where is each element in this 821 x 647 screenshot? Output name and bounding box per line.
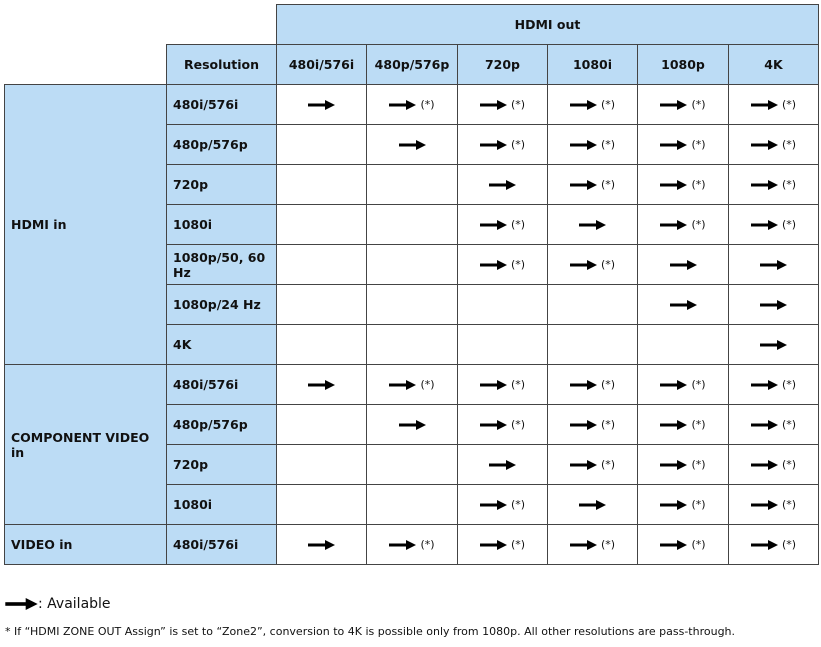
footnote: * If “HDMI ZONE OUT Assign” is set to “Zone2”, conversion to 4K is possible only from 1080p. All other resolutions are pass-through. bbox=[5, 625, 736, 638]
asterisk-note: (*) bbox=[600, 138, 616, 152]
conversion-cell bbox=[548, 525, 638, 565]
conversion-cell bbox=[638, 445, 729, 485]
out-col-header: 480i/576i bbox=[277, 45, 367, 85]
table-row bbox=[5, 365, 819, 405]
asterisk-note: (*) bbox=[420, 378, 435, 392]
conversion-cell bbox=[729, 325, 819, 365]
arrow-icon bbox=[570, 460, 597, 470]
asterisk-note: (*) bbox=[691, 378, 706, 392]
hdmi-out-header: HDMI out bbox=[277, 5, 819, 45]
conversion-cell bbox=[638, 85, 729, 125]
arrow-icon bbox=[579, 500, 606, 510]
arrow-icon bbox=[660, 220, 687, 230]
input-resolution: 480i/576i bbox=[167, 525, 277, 565]
conversion-cell bbox=[367, 205, 458, 245]
asterisk-note: (*) bbox=[691, 538, 706, 552]
conversion-cell bbox=[729, 365, 819, 405]
conversion-cell bbox=[548, 245, 638, 285]
asterisk-note: (*) bbox=[420, 538, 435, 552]
conversion-cell bbox=[458, 525, 548, 565]
asterisk-note: (*) bbox=[510, 138, 526, 152]
conversion-cell bbox=[548, 405, 638, 445]
conversion-cell bbox=[367, 165, 458, 205]
input-group-label: VIDEO in bbox=[5, 525, 167, 565]
conversion-cell bbox=[277, 85, 367, 125]
arrow-icon bbox=[489, 180, 516, 190]
asterisk-note: (*) bbox=[510, 258, 526, 272]
conversion-cell bbox=[458, 125, 548, 165]
arrow-icon bbox=[660, 100, 687, 110]
arrow-icon bbox=[389, 100, 416, 110]
conversion-cell bbox=[729, 485, 819, 525]
conversion-cell bbox=[729, 285, 819, 325]
conversion-cell bbox=[367, 285, 458, 325]
conversion-cell bbox=[458, 245, 548, 285]
conversion-cell bbox=[638, 165, 729, 205]
conversion-cell bbox=[458, 405, 548, 445]
arrow-icon bbox=[389, 380, 416, 390]
conversion-cell bbox=[729, 165, 819, 205]
asterisk-note: (*) bbox=[691, 178, 706, 192]
out-col-header: 720p bbox=[458, 45, 548, 85]
arrow-icon bbox=[570, 100, 597, 110]
conversion-cell bbox=[548, 325, 638, 365]
conversion-cell bbox=[367, 525, 458, 565]
conversion-cell bbox=[638, 525, 729, 565]
arrow-icon bbox=[751, 420, 778, 430]
conversion-table bbox=[4, 4, 819, 565]
table-row bbox=[5, 525, 819, 565]
arrow-icon bbox=[751, 380, 778, 390]
conversion-cell bbox=[638, 125, 729, 165]
conversion-cell bbox=[729, 205, 819, 245]
conversion-cell bbox=[458, 285, 548, 325]
conversion-cell bbox=[548, 365, 638, 405]
arrow-icon bbox=[308, 380, 335, 390]
arrow-icon bbox=[670, 260, 697, 270]
conversion-cell bbox=[277, 405, 367, 445]
asterisk-note: (*) bbox=[691, 498, 706, 512]
arrow-icon bbox=[751, 220, 778, 230]
asterisk-note: (*) bbox=[691, 218, 706, 232]
conversion-cell bbox=[638, 285, 729, 325]
conversion-cell bbox=[729, 125, 819, 165]
input-resolution: 480i/576i bbox=[167, 365, 277, 405]
arrow-icon bbox=[480, 540, 507, 550]
arrow-icon bbox=[751, 460, 778, 470]
arrow-icon bbox=[480, 100, 507, 110]
conversion-cell bbox=[729, 405, 819, 445]
conversion-cell bbox=[638, 485, 729, 525]
arrow-icon bbox=[751, 540, 778, 550]
asterisk-note: (*) bbox=[600, 418, 616, 432]
asterisk-note: (*) bbox=[691, 98, 706, 112]
conversion-cell bbox=[277, 525, 367, 565]
asterisk-note: (*) bbox=[600, 458, 616, 472]
arrow-icon bbox=[480, 420, 507, 430]
arrow-icon bbox=[570, 380, 597, 390]
asterisk-note: (*) bbox=[781, 378, 797, 392]
arrow-icon bbox=[660, 500, 687, 510]
arrow-icon bbox=[308, 100, 335, 110]
arrow-icon bbox=[760, 260, 787, 270]
arrow-icon bbox=[480, 500, 507, 510]
arrow-icon bbox=[751, 500, 778, 510]
conversion-cell bbox=[458, 325, 548, 365]
conversion-cell bbox=[277, 445, 367, 485]
conversion-cell bbox=[277, 325, 367, 365]
conversion-cell bbox=[638, 325, 729, 365]
conversion-cell bbox=[638, 405, 729, 445]
conversion-cell bbox=[277, 285, 367, 325]
arrow-icon bbox=[660, 540, 687, 550]
conversion-cell bbox=[458, 485, 548, 525]
out-col-header: 1080i bbox=[548, 45, 638, 85]
arrow-icon bbox=[480, 140, 507, 150]
arrow-icon bbox=[489, 460, 516, 470]
arrow-icon bbox=[579, 220, 606, 230]
out-col-header: 1080p bbox=[638, 45, 729, 85]
arrow-icon bbox=[660, 460, 687, 470]
input-resolution: 480i/576i bbox=[167, 85, 277, 125]
conversion-cell bbox=[458, 165, 548, 205]
input-resolution: 1080p/50, 60 Hz bbox=[167, 245, 277, 285]
conversion-cell bbox=[458, 365, 548, 405]
conversion-cell bbox=[548, 85, 638, 125]
asterisk-note: (*) bbox=[781, 98, 797, 112]
conversion-cell bbox=[277, 245, 367, 285]
arrow-icon bbox=[399, 140, 426, 150]
conversion-cell bbox=[367, 245, 458, 285]
legend bbox=[5, 596, 111, 612]
arrow-icon bbox=[480, 380, 507, 390]
conversion-cell bbox=[729, 445, 819, 485]
input-group-label: HDMI in bbox=[5, 85, 167, 365]
conversion-cell bbox=[367, 485, 458, 525]
arrow-icon bbox=[660, 380, 687, 390]
arrow-icon bbox=[5, 598, 38, 610]
input-resolution: 720p bbox=[167, 165, 277, 205]
conversion-cell bbox=[638, 365, 729, 405]
arrow-icon bbox=[660, 420, 687, 430]
asterisk-note: (*) bbox=[600, 378, 616, 392]
input-group-label: COMPONENT VIDEO in bbox=[5, 365, 167, 525]
input-resolution: 1080p/24 Hz bbox=[167, 285, 277, 325]
input-resolution: 720p bbox=[167, 445, 277, 485]
input-resolution: 4K bbox=[167, 325, 277, 365]
conversion-cell bbox=[367, 445, 458, 485]
conversion-cell bbox=[367, 365, 458, 405]
asterisk-note: (*) bbox=[510, 498, 526, 512]
conversion-cell bbox=[277, 125, 367, 165]
corner-blank bbox=[5, 45, 167, 85]
conversion-cell bbox=[367, 405, 458, 445]
conversion-cell bbox=[548, 445, 638, 485]
arrow-icon bbox=[570, 420, 597, 430]
asterisk-note: (*) bbox=[420, 98, 435, 112]
asterisk-note: (*) bbox=[691, 418, 706, 432]
asterisk-note: (*) bbox=[781, 218, 797, 232]
arrow-icon bbox=[570, 540, 597, 550]
conversion-cell bbox=[367, 85, 458, 125]
conversion-cell bbox=[729, 245, 819, 285]
arrow-icon bbox=[751, 140, 778, 150]
out-col-header: 4K bbox=[729, 45, 819, 85]
arrow-icon bbox=[760, 300, 787, 310]
conversion-cell bbox=[729, 85, 819, 125]
conversion-cell bbox=[458, 85, 548, 125]
arrow-icon bbox=[480, 260, 507, 270]
asterisk-note: (*) bbox=[781, 178, 797, 192]
conversion-cell bbox=[638, 245, 729, 285]
conversion-cell bbox=[548, 125, 638, 165]
asterisk-note: (*) bbox=[781, 498, 797, 512]
arrow-icon bbox=[751, 180, 778, 190]
arrow-icon bbox=[660, 140, 687, 150]
asterisk-note: (*) bbox=[781, 458, 797, 472]
arrow-icon bbox=[570, 260, 597, 270]
asterisk-note: (*) bbox=[691, 138, 706, 152]
asterisk-note: (*) bbox=[510, 98, 526, 112]
asterisk-note: (*) bbox=[691, 458, 706, 472]
input-resolution: 1080i bbox=[167, 485, 277, 525]
input-resolution: 480p/576p bbox=[167, 125, 277, 165]
asterisk-note: (*) bbox=[510, 378, 526, 392]
conversion-cell bbox=[458, 445, 548, 485]
arrow-icon bbox=[308, 540, 335, 550]
arrow-icon bbox=[751, 100, 778, 110]
arrow-icon bbox=[670, 300, 697, 310]
asterisk-note: (*) bbox=[600, 538, 616, 552]
asterisk-note: (*) bbox=[600, 258, 616, 272]
arrow-icon bbox=[399, 420, 426, 430]
conversion-cell bbox=[458, 205, 548, 245]
asterisk-note: (*) bbox=[510, 418, 526, 432]
arrow-icon bbox=[480, 220, 507, 230]
legend-label: : Available bbox=[38, 596, 111, 612]
input-resolution: 1080i bbox=[167, 205, 277, 245]
arrow-icon bbox=[570, 140, 597, 150]
conversion-cell bbox=[548, 165, 638, 205]
asterisk-note: (*) bbox=[781, 418, 797, 432]
conversion-cell bbox=[548, 285, 638, 325]
conversion-cell bbox=[277, 205, 367, 245]
asterisk-note: (*) bbox=[781, 538, 797, 552]
asterisk-note: (*) bbox=[600, 98, 616, 112]
conversion-cell bbox=[277, 165, 367, 205]
conversion-cell bbox=[548, 205, 638, 245]
conversion-cell bbox=[638, 205, 729, 245]
arrow-icon bbox=[760, 340, 787, 350]
out-col-header: 480p/576p bbox=[367, 45, 458, 85]
corner-blank bbox=[5, 5, 277, 45]
asterisk-note: (*) bbox=[510, 218, 526, 232]
arrow-icon bbox=[570, 180, 597, 190]
conversion-cell bbox=[548, 485, 638, 525]
arrow-icon bbox=[389, 540, 416, 550]
input-resolution: 480p/576p bbox=[167, 405, 277, 445]
conversion-cell bbox=[729, 525, 819, 565]
conversion-cell bbox=[277, 365, 367, 405]
conversion-cell bbox=[367, 325, 458, 365]
arrow-icon bbox=[660, 180, 687, 190]
asterisk-note: (*) bbox=[600, 178, 616, 192]
resolution-header: Resolution bbox=[167, 45, 277, 85]
asterisk-note: (*) bbox=[781, 138, 797, 152]
conversion-cell bbox=[277, 485, 367, 525]
conversion-cell bbox=[367, 125, 458, 165]
table-row bbox=[5, 85, 819, 125]
asterisk-note: (*) bbox=[510, 538, 526, 552]
